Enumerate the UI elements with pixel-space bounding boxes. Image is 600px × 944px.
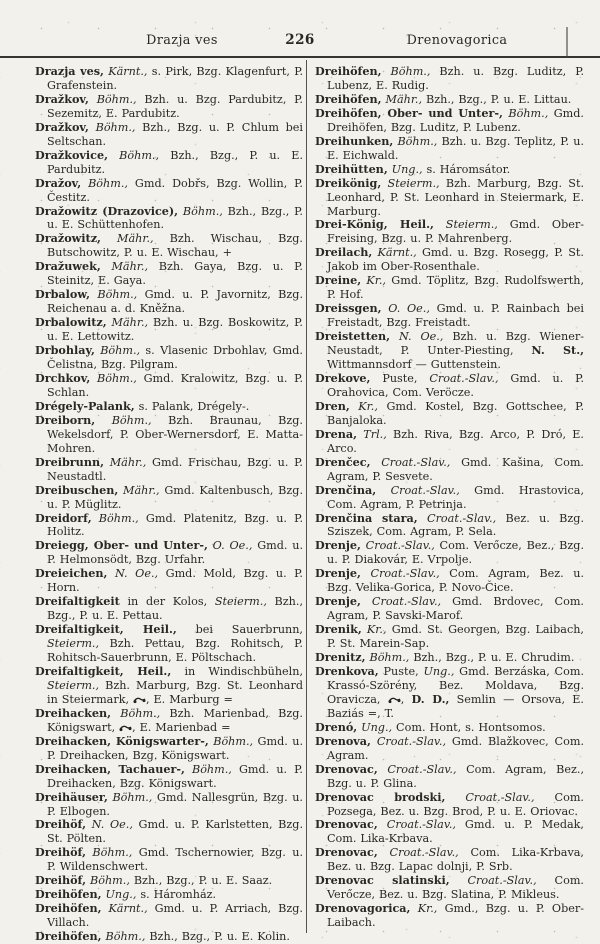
entry-text: Com. Lika-Krbava, Bez. u. Bzg. Lapac dolnji, P. Srb. xyxy=(327,846,584,874)
gazetteer-entry xyxy=(35,232,303,260)
entry-region-abbrev: Steierm., xyxy=(381,176,440,190)
entry-headword: Dreihunken, xyxy=(315,133,394,148)
entry-headword: Dreihöf, xyxy=(35,845,87,860)
entry-text: Gmd. Nallesgrün, Bzg. u. P. Elbogen. xyxy=(47,790,303,818)
post-horn-icon xyxy=(119,721,132,734)
entry-text: s. Vlasenic Drbohlav, Gmd. Čelistna, Bzg. Pilgram. xyxy=(47,344,303,372)
entry-region-abbrev: Mähr., xyxy=(106,316,149,330)
entry-headword: Dreidorf, xyxy=(35,510,92,525)
entry-region-abbrev: Croat.-Slav., xyxy=(429,371,499,385)
gazetteer-entry xyxy=(315,93,584,107)
gazetteer-entry xyxy=(315,484,584,512)
gazetteer-entry xyxy=(35,456,303,484)
entry-text: , E. Marienbad = xyxy=(132,720,231,734)
entry-headword: Drei-König, Heil., xyxy=(315,217,434,232)
entry-text: Bzh. Pettau, Bzg. Rohitsch, P. Rohitsch-Sauerbrunn, E. Pöltschach. xyxy=(47,637,303,665)
entry-region-abbrev: Böhm., xyxy=(365,651,410,665)
entry-headword: Drbalow, xyxy=(35,287,90,302)
entry-region-abbrev: N. Oe., xyxy=(107,567,159,581)
entry-text: Semlin — Orsova, E. Baziás =, T. xyxy=(327,692,584,720)
entry-headword: Drenje, xyxy=(315,566,361,581)
entry-region-abbrev: Croat.-Slav., xyxy=(449,874,537,888)
entry-text: Bzh., Bzg. u. P. Chlum bei Seltschan. xyxy=(47,120,303,148)
gazetteer-entry xyxy=(35,930,303,944)
entry-text: Bzh., Bzg., P. u. E. Kolin. xyxy=(145,930,290,944)
entry-text: Gmd. Kralowitz, Bzg. u. P. Schlan. xyxy=(47,371,303,399)
gazetteer-entry xyxy=(35,707,303,735)
entry-region-abbrev: O. Oe., xyxy=(207,539,253,553)
entry-text: Gmd. Ober-Freising, Bzg. u. P. Mahrenberg. xyxy=(327,218,584,246)
entry-headword: Dreihöf, xyxy=(35,873,87,888)
entry-text: , xyxy=(400,692,412,706)
entry-text: Gmd. Hrastovica, Com. Agram, P. Petrinja. xyxy=(327,483,584,511)
entry-headword: Dražuwek, xyxy=(35,259,101,274)
entry-region-abbrev: Croat.-Slav., xyxy=(370,455,451,469)
gazetteer-entry xyxy=(35,902,303,930)
entry-text: Bzh., Bzg., P. u. E. Pardubitz. xyxy=(47,148,304,176)
entry-headword: Dražkovice, xyxy=(35,147,108,162)
gazetteer-entry xyxy=(315,567,584,595)
gazetteer-entry xyxy=(35,93,303,121)
gazetteer-entry xyxy=(35,177,303,205)
entry-headword: Drenovac, xyxy=(315,817,378,832)
gazetteer-entry xyxy=(35,791,303,819)
entry-text: s. Háromsátor. xyxy=(422,162,511,176)
entry-region-abbrev: Kr., xyxy=(361,623,387,637)
gazetteer-entry xyxy=(315,135,584,163)
entry-text: Bzh., Bzg., P. u. E. Schüttenhofen. xyxy=(47,204,303,232)
entry-text: Puste, xyxy=(378,664,424,678)
gazetteer-entry xyxy=(35,316,303,344)
entry-text: Gmd. u. P. Orahovica, Com. Veröcze. xyxy=(327,371,584,399)
entry-region-abbrev: Steierm., xyxy=(47,678,100,692)
left-column xyxy=(35,65,303,944)
entry-headword: Drenovac, xyxy=(315,761,378,776)
entry-text: Com. Verőcze, Bez. u. Bzg. Slatina, P. Mikleus. xyxy=(327,874,584,902)
entry-headword: Dreihöf, xyxy=(35,817,87,832)
entry-headword: Drena, xyxy=(315,426,357,441)
entry-region-abbrev: Mähr., xyxy=(100,232,154,246)
entry-headword: Dreieichen, xyxy=(35,566,108,581)
gazetteer-entry xyxy=(315,107,584,135)
entry-region-abbrev: N. Oe., xyxy=(86,818,133,832)
entry-text: Gmd. u. P. Rainbach bei Freistadt, Bzg. Freistadt. xyxy=(327,302,585,330)
entry-region-abbrev: Böhm., xyxy=(88,92,137,106)
entry-headword: Drchkov, xyxy=(35,370,91,385)
gazetteer-entry xyxy=(315,330,584,372)
entry-text: Gmd. u. Bzg. Rosegg, P. St. Jakob im Ober-Rosenthale. xyxy=(327,246,584,274)
entry-region-abbrev: Böhm., xyxy=(381,65,431,78)
gazetteer-entry xyxy=(35,372,303,400)
gazetteer-entry xyxy=(35,623,303,665)
entry-text: Bzh. Marburg, Bzg. St. Leonhard in Steiermark, xyxy=(47,678,303,706)
entry-headword: Drekove, xyxy=(315,370,371,385)
entry-region-abbrev: Trl., xyxy=(357,427,387,441)
entry-text: Gmd. Mold, Bzg. u. P. Horn. xyxy=(47,567,303,595)
entry-text: Gmd. Dreihöfen, Bzg. Luditz, P. Lubenz. xyxy=(327,106,584,134)
entry-region-abbrev: Böhm., xyxy=(91,511,139,525)
entry-region-abbrev: Kärnt., xyxy=(101,902,148,916)
entry-region-abbrev: Mähr., xyxy=(118,483,160,497)
gazetteer-entry xyxy=(35,763,303,791)
entry-headword: Drenkova, xyxy=(315,663,379,678)
running-head-right: Drenovagorica xyxy=(406,33,508,48)
gazetteer-entry xyxy=(315,846,584,874)
gazetteer-entry xyxy=(35,121,303,149)
entry-text: s. Pirk, Bzg. Klagenfurt, P. Grafenstein. xyxy=(47,65,304,92)
entry-text: Bzh., Bzg., P. u. E. Pettau. xyxy=(47,595,303,623)
entry-region-abbrev: Böhm., xyxy=(178,204,223,218)
entry-text: bei Sauerbrunn, xyxy=(176,623,303,637)
entry-region-abbrev: Böhm., xyxy=(101,930,146,944)
entry-text: Bzh., Bzg., P. u. E. Chrudim. xyxy=(409,651,575,665)
gazetteer-entry xyxy=(315,874,584,902)
entry-region-abbrev: Ung., xyxy=(423,664,455,678)
entry-headword: Dreibrunn, xyxy=(35,454,104,469)
gazetteer-entry xyxy=(315,595,584,623)
entry-headword: Dražkov, xyxy=(35,119,89,134)
entry-headword: Dreihöfen, xyxy=(35,887,102,902)
entry-text: Com. Pozsega, Bez. u. Bzg. Brod, P. u. E. Oriovac. xyxy=(327,790,584,818)
entry-region-abbrev: Croat.-Slav., xyxy=(370,734,447,748)
entry-region-abbrev: Croat.-Slav., xyxy=(377,846,459,860)
gazetteer-entry xyxy=(315,539,584,567)
entry-text: Com. Agram, Bez. u. Bzg. Velika-Gorica, P. Novo-Čice. xyxy=(327,567,584,595)
gazetteer-entry xyxy=(315,818,584,846)
entry-headword: N. St., xyxy=(531,343,584,358)
entry-headword: Drenje, xyxy=(315,594,361,609)
entry-headword: Drenovac, xyxy=(315,845,378,860)
entry-headword: Drenovac brodski, xyxy=(315,789,446,804)
entry-headword: Dreihütten, xyxy=(315,161,388,176)
entry-region-abbrev: Böhm., xyxy=(90,288,138,302)
entry-text: Gmd. Tschernowier, Bzg. u. P. Wildenschwert. xyxy=(47,846,304,874)
entry-region-abbrev: Steierm., xyxy=(214,595,267,609)
gazetteer-entry xyxy=(315,218,584,246)
entry-region-abbrev: Böhm., xyxy=(88,120,136,134)
entry-text: Gmd. St. Georgen, Bzg. Laibach, P. St. Marein-Sap. xyxy=(327,623,584,651)
entry-headword: Dreibuschen, xyxy=(35,482,119,497)
entry-text: Bzh. Riva, Bzg. Arco, P. Dró, E. Arco. xyxy=(327,427,584,455)
gazetteer-entry xyxy=(35,205,303,233)
entry-text: Bzh. u. Bzg. Teplitz, P. u. E. Eichwald. xyxy=(327,134,584,162)
entry-headword: Dreihöfen, xyxy=(315,91,382,106)
entry-text: in Windischbüheln, xyxy=(171,664,303,678)
entry-region-abbrev: Mähr., xyxy=(381,92,423,106)
entry-text: Bzh. u. Bzg. Pardubitz, P. Sezemitz, E. Pardubitz. xyxy=(47,92,303,120)
gazetteer-entry xyxy=(315,512,584,540)
entry-region-abbrev: Kr., xyxy=(410,902,438,916)
entry-region-abbrev: N. Oe., xyxy=(390,330,444,344)
entry-headword: Dreifaltigkeit, Heil., xyxy=(35,663,172,678)
gazetteer-entry xyxy=(315,65,584,93)
entry-region-abbrev: Böhm., xyxy=(94,344,141,358)
entry-text: Gmd. u. P. Arriach, Bzg. Villach. xyxy=(47,902,303,930)
gazetteer-entry xyxy=(35,344,303,372)
entry-headword: Dražkov, xyxy=(35,91,89,106)
entry-headword: Dreihöfen, xyxy=(315,64,382,78)
entry-region-abbrev: Croat.-Slav., xyxy=(417,511,497,525)
gazetteer-entry xyxy=(35,874,303,888)
gazetteer-entry xyxy=(35,288,303,316)
header-rule xyxy=(0,56,600,58)
column-divider-rule xyxy=(306,60,307,933)
gazetteer-entry xyxy=(35,888,303,902)
gazetteer-entry xyxy=(315,177,584,219)
entry-text: Bzh. Wischau, Bzg. Butschowitz, P. u. E. Wischau, + xyxy=(47,232,303,260)
gazetteer-entry xyxy=(35,400,303,414)
entry-headword: Dreihöfen, Ober- und Unter-, xyxy=(315,105,503,120)
post-horn-icon xyxy=(133,693,146,706)
entry-region-abbrev: Ung., xyxy=(357,720,393,734)
entry-headword: Dražov, xyxy=(35,175,82,190)
gazetteer-entry xyxy=(315,456,584,484)
running-head-left: Drazja ves xyxy=(146,33,218,48)
entry-text: Gmd. u. P. Helmonsödt, Bzg. Urfahr. xyxy=(47,539,303,567)
gazetteer-entry xyxy=(315,735,584,763)
entry-headword: Dreiegg, Ober- und Unter-, xyxy=(35,538,208,553)
entry-text: Bzh., Bzg., P. u. E. Saaz. xyxy=(129,874,273,888)
entry-region-abbrev: Böhm., xyxy=(81,176,128,190)
entry-headword: Dreihacken, Tachauer-, xyxy=(35,761,185,776)
entry-headword: Drbalowitz, xyxy=(35,315,107,330)
entry-headword: Drenova, xyxy=(315,733,371,748)
entry-headword: Drenčina stara, xyxy=(315,510,418,525)
entry-region-abbrev: Kr., xyxy=(349,399,378,413)
entry-text: in der Kolos, xyxy=(119,595,215,609)
entry-region-abbrev: Mähr., xyxy=(100,260,149,274)
entry-text: Bzh. Braunau, Bzg. Wekelsdorf, P. Ober-Wernersdorf, E. Matta-Mohren. xyxy=(47,413,303,455)
entry-text: Bzh. u. Bzg. Boskowitz, P. u. E. Lettowitz. xyxy=(47,316,303,344)
entry-region-abbrev: Ung., xyxy=(101,888,137,902)
entry-text: Gmd., Bzg. u. P. Ober-Laibach. xyxy=(327,902,585,930)
entry-region-abbrev: Böhm., xyxy=(107,790,153,804)
entry-text: Gmd. Blažkovec, Com. Agram. xyxy=(327,734,585,762)
gazetteer-entry xyxy=(315,246,584,274)
entry-text: Com. Agram, Bez., Bzg. u. P. Glina. xyxy=(327,762,584,790)
entry-text: Com. Hont, s. Hontsomos. xyxy=(392,720,546,734)
entry-text: Gmd. Kostel, Bzg. Gottschee, P. Banjaloka. xyxy=(327,399,584,427)
entry-headword: Dreissgen, xyxy=(315,301,382,316)
entry-headword: Drenó, xyxy=(315,719,358,734)
gazetteer-entry xyxy=(35,665,303,707)
gazetteer-entry xyxy=(35,260,303,288)
gazetteer-entry xyxy=(35,818,303,846)
entry-text: Gmd. Frischau, Bzg. u. P. Neustadtl. xyxy=(47,455,303,483)
entry-text: Gmd. Brdovec, Com. Agram, P. Savski-Marof. xyxy=(327,595,584,623)
entry-text: Puste, xyxy=(370,371,430,385)
entry-region-abbrev: Croat.-Slav., xyxy=(360,595,442,609)
entry-region-abbrev: Croat.-Slav., xyxy=(377,818,456,832)
entry-text: Gmd. Töplitz, Bzg. Rudolfswerth, P. Hof. xyxy=(327,274,584,302)
entry-text: Bzh. u. Bzg. Luditz, P. Lubenz, E. Rudig. xyxy=(327,65,585,92)
entry-text: Gmd. Kaltenbusch, Bzg. u. P. Müglitz. xyxy=(47,483,303,511)
entry-region-abbrev: Böhm., xyxy=(393,134,438,148)
gazetteer-entry xyxy=(35,414,303,456)
entry-region-abbrev: Böhm., xyxy=(86,874,130,888)
entry-headword: D. D., xyxy=(411,691,450,706)
entry-headword: Drenje, xyxy=(315,538,361,553)
entry-text: , E. Marburg = xyxy=(146,692,233,706)
gazetteer-entry xyxy=(315,302,584,330)
entry-text: Bzh. Marburg, Bzg. St. Leonhard, P. St. Leonhard in Steiermark, E. Marburg. xyxy=(327,176,585,218)
entry-text: Gmd. u. P. Javornitz, Bzg. Reichenau a. d. Kněžna. xyxy=(47,288,303,316)
entry-region-abbrev: Kr., xyxy=(361,274,386,288)
entry-region-abbrev: Böhm., xyxy=(208,734,254,748)
post-horn-icon xyxy=(388,693,401,706)
entry-headword: Dražowitz, xyxy=(35,231,101,246)
gazetteer-entry xyxy=(35,846,303,874)
entry-headword: Drenik, xyxy=(315,622,362,637)
entry-text: Bez. u. Bzg. Sziszek, Com. Agram, P. Sela. xyxy=(327,511,585,539)
entry-headword: Dražowitz (Drazovice), xyxy=(35,203,179,218)
gazetteer-entry xyxy=(315,163,584,177)
entry-region-abbrev: Böhm., xyxy=(184,762,232,776)
entry-headword: Drenitz, xyxy=(315,650,366,665)
gazetteer-entry xyxy=(315,400,584,428)
gazetteer-entry xyxy=(315,623,584,651)
entry-text: Bzh. Marienbad, Bzg. Königswart, xyxy=(47,706,303,734)
entry-headword: Dreifaltigkeit xyxy=(35,594,120,609)
entry-region-abbrev: Croat.-Slav., xyxy=(360,539,435,553)
gazetteer-entry xyxy=(315,665,584,721)
gazetteer-entry xyxy=(315,791,584,819)
gazetteer-entry xyxy=(315,763,584,791)
page-number: 226 xyxy=(285,32,315,48)
entry-region-abbrev: Croat.-Slav., xyxy=(360,567,440,581)
entry-text: Wittmannsdorf — Guttenstein. xyxy=(327,358,501,372)
entry-region-abbrev: Ung., xyxy=(387,162,423,176)
entry-region-abbrev: Kärnt., xyxy=(103,65,148,78)
entry-text: Gmd. Dobřs, Bzg. Wollin, P. Čestitz. xyxy=(47,176,303,204)
entry-headword: Dreihäuser, xyxy=(35,789,108,804)
entry-text: Com. Verőcze, Bez., Bzg. u. P. Diakovár, E. Vrpolje. xyxy=(327,539,584,567)
entry-region-abbrev: Böhm., xyxy=(90,371,137,385)
entry-text: Bzh. u. Bzg. Wiener-Neustadt, P. Unter-Piesting, xyxy=(327,330,584,358)
gazetteer-entry xyxy=(35,735,303,763)
entry-headword: Dren, xyxy=(315,398,350,413)
gazetteer-entry xyxy=(35,539,303,567)
entry-region-abbrev: Böhm., xyxy=(502,106,549,120)
entry-region-abbrev: Croat.-Slav., xyxy=(376,483,460,497)
entry-headword: Drenčina, xyxy=(315,482,377,497)
gazetteer-entry xyxy=(315,902,584,930)
entry-text: Gmd. u. P. Dreihacken, Bzg. Königswart. xyxy=(47,762,303,790)
gazetteer-entry xyxy=(315,274,584,302)
entry-text: Gmd. Berzáska, Com. Krassó-Szörény, Bez. Moldava, Bzg. Oravicza, xyxy=(327,664,585,706)
entry-text: s. Háromház. xyxy=(136,888,217,902)
gazetteer-entry xyxy=(315,372,584,400)
entry-headword: Dreihacken, xyxy=(35,705,112,720)
entry-text: Bzh., Bzg., P. u. E. Littau. xyxy=(422,92,572,106)
entry-region-abbrev: Steierm., xyxy=(47,637,100,651)
gazetteer-entry xyxy=(35,567,303,595)
gazetteer-entry xyxy=(35,512,303,540)
entry-region-abbrev: Mähr., xyxy=(103,455,147,469)
entry-headword: Dreilach, xyxy=(315,245,373,260)
entry-text: Gmd. u. P. Medak, Com. Lika-Krbava. xyxy=(327,818,584,846)
entry-region-abbrev: Steierm., xyxy=(433,218,498,232)
entry-region-abbrev: Böhm., xyxy=(95,413,152,427)
entry-headword: Drenovagorica, xyxy=(315,901,411,916)
gazetteer-entry xyxy=(35,149,303,177)
entry-region-abbrev: Böhm., xyxy=(86,846,133,860)
entry-text: Gmd. Kašina, Com. Agram, P. Sesvete. xyxy=(327,455,584,483)
gazetteer-entry xyxy=(35,595,303,623)
right-column xyxy=(315,65,584,930)
entry-text: Bzh. Gaya, Bzg. u. P. Steinitz, E. Gaya. xyxy=(47,260,303,288)
entry-headword: Dreihöfen, xyxy=(35,929,102,944)
entry-headword: Drenovac slatinski, xyxy=(315,873,450,888)
gazetteer-entry xyxy=(315,721,584,735)
gazetteer-entry xyxy=(35,484,303,512)
entry-region-abbrev: O. Oe., xyxy=(381,302,430,316)
entry-region-abbrev: Croat.-Slav., xyxy=(377,762,457,776)
entry-headword: Drazja ves, xyxy=(35,64,104,78)
entry-region-abbrev: Böhm., xyxy=(108,148,160,162)
scan-edge-artifact xyxy=(566,27,568,58)
entry-headword: Dreihöfen, xyxy=(35,901,102,916)
entry-headword: Dreine, xyxy=(315,273,362,288)
gazetteer-entry xyxy=(315,651,584,665)
entry-region-abbrev: Böhm., xyxy=(111,706,161,720)
gazetteer-entry xyxy=(315,428,584,456)
entry-region-abbrev: Kärnt., xyxy=(372,246,417,260)
entry-headword: Drégely-Palank, xyxy=(35,398,135,413)
entry-headword: Dreihacken, Königswarter-, xyxy=(35,733,209,748)
entry-headword: Dreifaltigkeit, Heil., xyxy=(35,622,177,637)
entry-text: Gmd. u. P. Dreihacken, Bzg. Königswart. xyxy=(47,734,304,762)
entry-headword: Dreikönig, xyxy=(315,175,382,190)
entry-region-abbrev: Croat.-Slav., xyxy=(445,790,535,804)
entry-headword: Dreistetten, xyxy=(315,329,391,344)
entry-text: s. Palank, Drégely-. xyxy=(134,399,250,413)
entry-headword: Drbohlay, xyxy=(35,343,95,358)
entry-text: Gmd. Platenitz, Bzg. u. P. Holitz. xyxy=(47,511,304,539)
entry-headword: Drenčec, xyxy=(315,454,371,469)
entry-text: Gmd. u. P. Karlstetten, Bzg. St. Pölten. xyxy=(47,818,303,846)
entry-headword: Dreiborn, xyxy=(35,412,96,427)
gazetteer-entry xyxy=(35,65,303,93)
